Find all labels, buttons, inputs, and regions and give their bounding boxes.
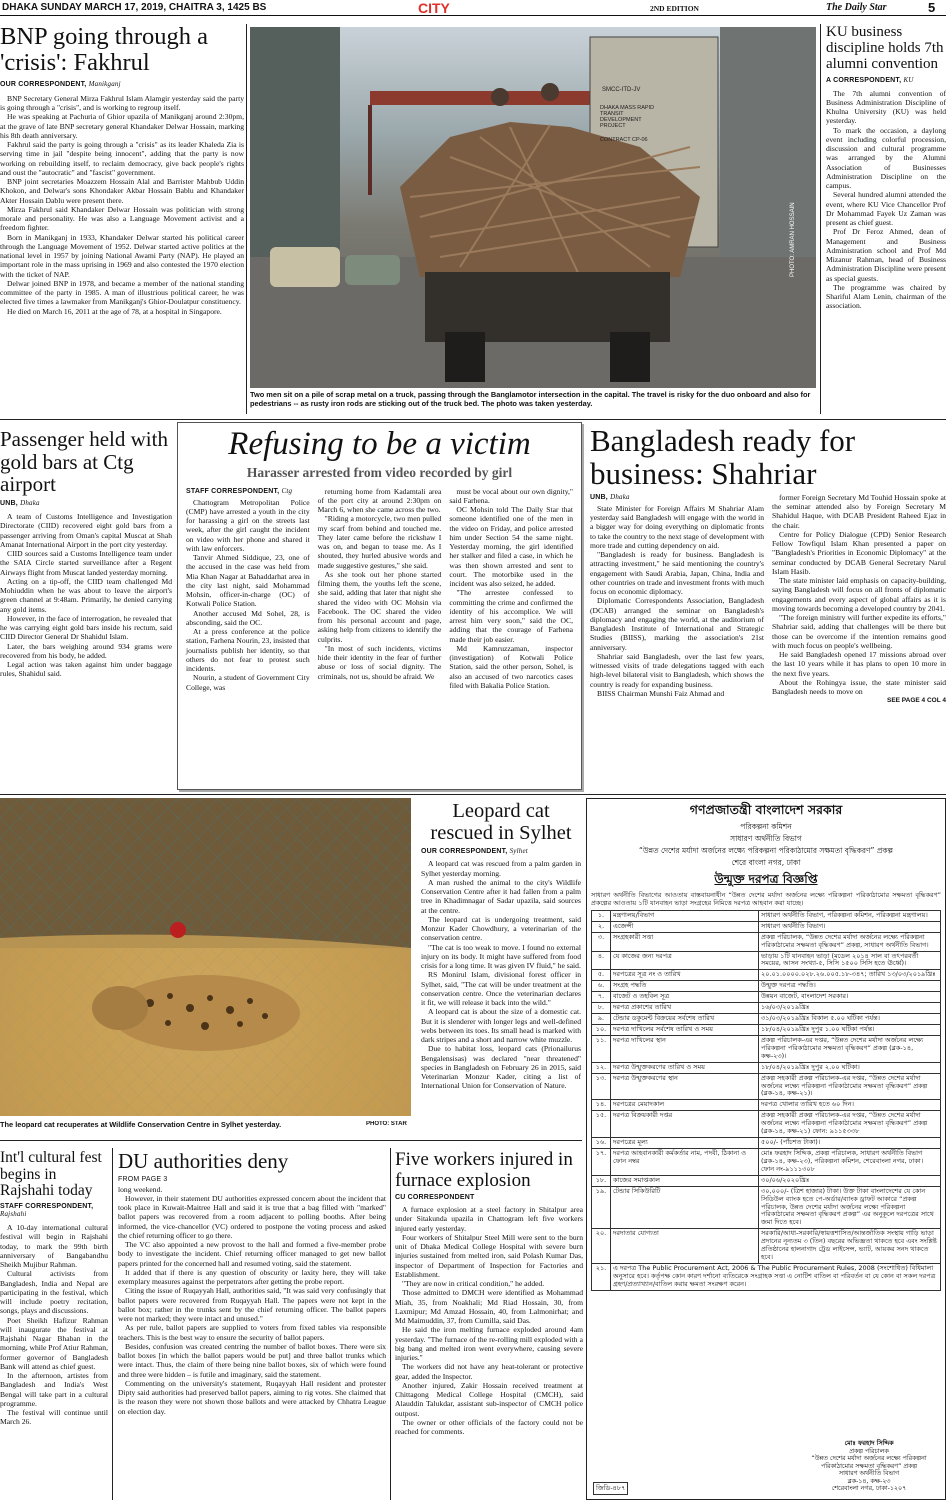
tender-row (592, 970, 941, 981)
tender-row (592, 1175, 941, 1186)
cultural-headline: Int'l cultural fest begins in Rajshahi today (0, 1150, 102, 1200)
tender-govt-title: গণপ্রজাতন্ত্রী বাংলাদেশ সরকার (689, 802, 843, 817)
tender-row-number: ১২. (592, 1062, 611, 1073)
tender-row-key: সংগ্রহকারী সত্তা (611, 932, 759, 951)
du-body: long weekend. However, in their statement DU authorities expressed concern about the incident that took place in Kuwait-Maitree Hall and said it is true that a bag filled with "marked" ballot papers was recovered from a room adjacent to polling booths. After being informed, the vice-chancellor (VC) ordered to postpone the voting process and asked the chief returning officer to go there. The VC also appointed a new provost to the hall and formed a five-member probe body to investigate the incident. Chief returning officer managed to get new ballot papers printed for the concerned hall and resumed voting, said the statement. It added that if there is any question of obscurity or laxity here, they will take exemplary measures against the perpetrators after getting the probe report. Citing the issue of Ruqayyah Hall, authorities said, "It was said very confusingly that ballot papers were recovered from Ruqayyah Hall. The papers were not kept in the ballot box; rather in the trunks sent by the chief returning officer. The ballot papers were not marked; they were intact and unused." As per rule, ballot papers are supplied to voters from fixed tables via responsible teachers. This is the best way to ensure the security of ballot papers. Besides, confusion was created centring the number of ballot boxes. There were six ballot boxes [in which the ballot papers would be put] and three ballot trunks which were intact. Thus, the claim of there being nine ballot boxes, six of which were found and three were hidden – is futile and imaginary, said the statement. Commenting on the university's statement, Ruqayyah Hall resident and protester Dipty said authorities had preserved ballot papers, aiming to rig votes. She claimed that is the reason they were not shown those ballots and were attacked by Chhatra League on election day. (118, 1184, 386, 1416)
bizready-jump: SEE PAGE 4 COL 4 (886, 697, 946, 705)
tender-row-key: এজেন্সী (611, 921, 759, 932)
tender-row-value: উন্মুক্ত দরপত্র পদ্ধতি। (759, 981, 941, 992)
ku-byline: A CORRESPONDENT, KU (826, 75, 914, 84)
gold-body: A team of Customs Intelligence and Investigation Directorate (CIID) recovered eight gold bars from a passenger arriving from Oman's capital Muscat at Shah Amanat International Airport in the port city yesterday. CIID sources said a Customs Intelligence team under the SAIA Circle started surveillance after a Regent Airways flight from Muscat landed yesterday morning. Acting on a tip-off, the CIID team challenged Md Mohiuddin when he was about to leave the airport's green channel at 9:48am. Primarily, he denied carrying any gold items. However, in the face of interrogation, he revealed that he was carrying eight gold bars inside his rectum, said CIID Director General Dr Shahidul Islam. Later, the bars weighing around 934 grams were recovered from his body, he added. Legal action was taken against him under baggage rules, Shahidul said. (0, 512, 172, 679)
victim-subhead: Harasser arrested from video recorded by girl (246, 464, 513, 480)
tender-row-value: ১৮/০৪/২০১৯খ্রিঃ দুপুর ২.০০ ঘটিকা। (759, 1062, 941, 1073)
tender-signature: মোঃ ফরহাদ সিদ্দিক প্রকল্প পরিচালক “উন্নত দেশের মর্যাদা অর্জনের লক্ষ্যে পরিকল্পনা পরিকাঠামোর সক্ষমতা বৃদ্ধিকরণ” প্রকল্প সাধারণ অর্থনীতি বিভাগ ব্লক-১৪, কক্ষ-২৩ শেরেবাংলা নগর, ঢাকা-১২০৭ (811, 1440, 927, 1493)
truck-photo (250, 27, 816, 388)
tender-commission: পরিকল্পনা কমিশন (740, 822, 792, 831)
tender-row-key: দরপত্র দাখিলের সর্বশেষ তারিখ ও সময় (611, 1024, 759, 1035)
furnace-headline: Five workers injured in furnace explosion (395, 1150, 573, 1191)
victim-col2: returning home from Kadamtali area of the port city at around 2:30pm on March 6, when she came across the two. "Riding a motorcycle, two men pulled my scarf from behind and touched me. They later came before the rickshaw I was on, and began to tease me. As I shouted, they hurled abusive words and made suggestive gestures," she said. As she took out her phone started filming them, the youths left the scene, she said, adding that later that night she shared the video with OC Mohsin via Facebook. The OC shared the video from his personal account and page, asking help from citizens to identify the culprits. "In most of such incidents, victims hide their identity in the fear of further abuse or loss of social dignity. The criminals, not us, should be afraid. We (317, 486, 442, 681)
tender-row-value: এ দরপত্র The Public Procurement Act, 2006 & The Public Procurement Rules, 2008 (সংশোধিত) বিধিমালা অনুসারে হবে। কর্তৃপক্ষ কোন কারণ দর্শানো ব্যতিরেকে সংগ্রাহক সত্তা এ নোটিশ বাতিল বা পরিবর্তন বা যে কোন বা সকল দরপত্র গ্রহণ/প্রত্যাখ্যান/বাতিল করার ক্ষমতা সংরক্ষণ করেন। (611, 1263, 941, 1290)
tender-row-number: ১৮. (592, 1175, 611, 1186)
tender-row-value: দরপত্র খোলার তারিখ হতে ৬০ দিন। (759, 1100, 941, 1111)
tender-notice-title: উন্মুক্ত দরপত্র বিজ্ঞপ্তি (714, 872, 818, 886)
tender-row-key: বাজেট ও তহবিল সূত্র (611, 992, 759, 1003)
tender-row-number: ৩. (592, 932, 611, 951)
tender-row-key: দরপত্র উন্মুক্তকরণের স্থান (611, 1073, 759, 1100)
tender-row-value: উন্নয়ন বাজেট, বাংলাদেশ সরকার। (759, 992, 941, 1003)
tender-row-value: সাধারণ অর্থনীতি বিভাগ। (759, 921, 941, 932)
tender-row-number: ২. (592, 921, 611, 932)
tender-row-value: সাধারণ অর্থনীতি বিভাগ, পরিকল্পনা কমিশন, পরিকল্পনা মন্ত্রণালয়। (759, 910, 941, 921)
gold-headline: Passenger held with gold bars at Ctg airport (0, 428, 168, 497)
tender-row-key: দরপত্র উন্মুক্তকরণের তারিখ ও সময় (611, 1062, 759, 1073)
edition-label: 2ND EDITION (650, 4, 699, 13)
bizready-col2: former Foreign Secretary Md Touhid Hossain spoke at the seminar attended also by Foreign Secretary M Shahidul Haque, with DCAB President Raheed Ejaz in the chair. Centre for Policy Dialogue (CPD) Senior Research Fellow Towfiqul Islam Khan presented a paper on "Bangladesh's Priorities in Economic Diplomacy" at the seminar conducted by DCAB General Secretary Narul Islam Hasib. The state minister laid emphasis on capacity-building, saying Bangladesh will focus on all fronts of diplomatic engagements and every aspect of global affairs as it is moving towards becoming a developed country by 2041. "The foreign ministry will further expedite its efforts," Shahriar said, adding that challenges will be there but those can be overcome if the intention remains good with much focus on people's wellbeing. He said Bangladesh opened 17 missions abroad over the last 10 years while it has plans to open 10 more in the next five years. About the Rohingya issue, the state minister said Bangladesh needs to move on SEE PAGE 4 COL 4 (772, 492, 946, 705)
sign-label-2: DHAKA MASS RAPID TRANSIT DEVELOPMENT PROJECT (600, 105, 655, 129)
bizready-col1: UNB, Dhaka State Minister for Foreign Affairs M Shahriar Alam yesterday said Bangladesh will engage with the world in a bigger way for doing everything on diplomatic fronts to take the country to the next stage of development with more trade and cutting dependency on aid. "Bangladesh is ready for business. Bangladesh is attracting investment," he said mentioning the country's engagement with Saudi Arabia, Japan, China, India and other countries on trade and investment fronts with much focus on economic diplomacy. Diplomatic Correspondents Association, Bangladesh (DCAB) arranged the seminar on Bangladesh's diplomacy and engaging the world, at the auditorium of Bangladesh Institute of International and Strategic Studies (BIISS), marking the association's 21st anniversary. Shahriar said Bangladesh, over the last few years, witnessed visits of trade delegations tagged with each high-level bilateral visit to Bangladesh, which shows the country is ready for expanding business. BIISS Chairman Munshi Faiz Ahmad and (590, 492, 764, 698)
tender-row-value: প্রকল্প সহকারী প্রকল্প পরিচালক-এর দপ্তর, “উন্নত দেশের মর্যাদা অর্জনের লক্ষ্যে পরিকল্পনা পরিকাঠামোর সক্ষমতা বৃদ্ধিকরণ” প্রকল্প (ব্লক-১৪, কক্ষ-২১)। (759, 1073, 941, 1100)
tender-row (592, 1186, 941, 1229)
bizready-byline: UNB, Dhaka (590, 492, 630, 501)
tender-table (591, 910, 941, 1291)
tender-row (592, 1062, 941, 1073)
victim-col3: must be vocal about our own dignity," said Farhena. OC Mohsin told The Daily Star that someone identified one of the men in the video on Friday, and police arrested him under Section 54 the same night. Yesterday morning, the girl identified her stalker and filed a case, in which he was then shown arrested and sent to court. The motorbike used in the incident was also seized, he added. "The arrestee confessed to committing the crime and confirmed the identity of his accomplice. We will arrest him very soon," said the OC, adding that the courage of Farhena made their job easier. Md Kamruzzaman, inspector (investigation) of Kotwali Police Station, said the other person, Sohel, is also an accused of two narcotics cases filed with Bakalia Police Station. (449, 486, 574, 690)
furnace-byline: CU CORRESPONDENT (395, 1194, 475, 1202)
cultural-byline: STAFF CORRESPONDENT, Rajshahi (0, 1203, 94, 1219)
tender-row (592, 1111, 941, 1138)
tender-row-number: ৪. (592, 951, 611, 970)
tender-row-number: ৫. (592, 970, 611, 981)
bnp-byline: OUR CORRESPONDENT, Manikganj (0, 79, 121, 88)
tender-row-number: ২১. (592, 1263, 611, 1290)
tender-row-value: মোঃ ফরহাদ সিদ্দিক, প্রকল্প পরিচালক, সাধারণ অর্থনীতি বিভাগ (ব্লক-১৪, কক্ষ-২৩), পরিকল্পনা কমিশন, শেরেবাংলা নগর, ঢাকা। ফোন নং-৯১১১৩০৮ (759, 1148, 941, 1175)
tender-row-number: ৭. (592, 992, 611, 1003)
masthead-date: DHAKA SUNDAY MARCH 17, 2019, CHAITRA 3, 1425 BS (2, 2, 267, 13)
tender-row-number: ৯. (592, 1014, 611, 1025)
masthead (0, 0, 946, 16)
tender-row-number: ১৯. (592, 1186, 611, 1229)
tender-row (592, 910, 941, 921)
tender-row-number: ১৭. (592, 1148, 611, 1175)
bizready-article (590, 424, 946, 790)
furnace-body: A furnace explosion at a steel factory in Shitalpur area under Sitakunda upazila in Chattogram left five workers injured early yesterday. Four workers of Shitalpur Steel Mill were sent to the burn unit of Dhaka Medical College Hospital with severe burn injuries sustained from melted iron, said Polash Kumar Das, inspector of Department of Inspection for Factories and Establishment. "They are now in critical condition," he added. Those admitted to DMCH were identified as Mohammad Miah, 35, from Noakhali; Md Riad Hossain, 30, from Laxmipur; Md Amzad Hossain, 40, from Lalmonirhat; and Md Maimuddin, 37, from Cumilla, said Das. He said the iron melting furnace exploded around 4am yesterday. "The furnace of the re-rolling mill exploded with a big bang and melted iron went everywhere, causing severe injuries." The workers did not have any heat-tolerant or protective gear, added the Inspector. Another injured, Zakir Hossain received treatment at Chittagong Medical College Hospital (CMCH), said Alauddin Talukdar, assistant sub-inspector of CMCH police outpost. The owner or other officials of the factory could not be reached for comments. (395, 1205, 583, 1437)
tender-address: শেরে বাংলা নগর, ঢাকা (731, 858, 801, 867)
tender-row-value: ১৮/০৪/২০১৯খ্রিঃ দুপুর ১.০০ ঘটিকা পর্যন্ত। (759, 1024, 941, 1035)
bnp-headline: BNP going through a 'crisis': Fakhrul (0, 24, 209, 77)
victim-byline: STAFF CORRESPONDENT, Ctg (186, 486, 293, 495)
victim-headline: Refusing to be a victim (228, 426, 531, 462)
truck-photo-credit: PHOTO: AMRAN HOSSAIN (790, 202, 796, 277)
tender-row-key: দরপত্রের মেয়াদকাল (611, 1100, 759, 1111)
tender-row-key: দরপত্র দাখিলের স্থান (611, 1035, 759, 1062)
du-article (118, 1150, 386, 1500)
tender-row (592, 1073, 941, 1100)
tender-row-key: যে কাজের জন্য দরপত্র (611, 951, 759, 970)
tender-row-value: প্রকল্প পরিচালক, “উন্নত দেশের মর্যাদা অর্জনের লক্ষ্যে পরিকল্পনা পরিকাঠামোর সক্ষমতা বৃদ্ধিকরণ” প্রকল্প, সাধারণ অর্থনীতি বিভাগ। (759, 932, 941, 951)
tender-row (592, 1014, 941, 1025)
tender-row-number: ১৬. (592, 1138, 611, 1149)
sign-label-3: CONTRACT CP-06 (600, 137, 648, 143)
cultural-article (0, 1150, 108, 1500)
tender-row-key: টেন্ডার সিকিউরিটি (611, 1186, 759, 1229)
leopard-byline: OUR CORRESPONDENT, Sylhet (421, 847, 528, 856)
tender-row-value: ৩১/০৩/২০১৯খ্রিঃ বিকাল ৫.০০ ঘটিকা পর্যন্ত। (759, 1014, 941, 1025)
tender-row-number: ১৪. (592, 1100, 611, 1111)
tender-row (592, 1035, 941, 1062)
truck-scene-svg (250, 27, 816, 388)
tender-row (592, 1024, 941, 1035)
tender-row (592, 1138, 941, 1149)
tender-row-value: প্রকল্প সহকারী প্রকল্প পরিচালক-এর দপ্তর, “উন্নত দেশের মর্যাদা অর্জনের লক্ষ্যে পরিকল্পনা পরিকাঠামোর সক্ষমতা বৃদ্ধিকরণ” প্রকল্প (ব্লক-১৪, কক্ষ-২১) ফোন: ৯১১৫৩৩৮ (759, 1111, 941, 1138)
furnace-article (395, 1150, 583, 1500)
tender-row-number: ১০. (592, 1024, 611, 1035)
tender-row-key: দরপত্র বিক্রয়কারী দপ্তর (611, 1111, 759, 1138)
tender-row (592, 1229, 941, 1264)
tender-notice (586, 798, 946, 1500)
leopard-scene-svg (0, 798, 411, 1116)
tender-project: “উন্নত দেশের মর্যাদা অর্জনের লক্ষ্যে পরিকল্পনা পরিকাঠামোর সক্ষমতা বৃদ্ধিকরণ” প্রকল্প (639, 846, 893, 855)
tender-row-value: ৫০০/- (পাঁচশত টাকা)। (759, 1138, 941, 1149)
tender-row (592, 992, 941, 1003)
ku-headline: KU business discipline holds 7th alumni convention (826, 24, 944, 73)
tender-row-key: সংগ্রহ পদ্ধতি (611, 981, 759, 992)
section-label: CITY (418, 0, 450, 16)
tender-row-key: দরপত্রের মূল্য (611, 1138, 759, 1149)
paper-logo: The Daily Star (826, 2, 887, 13)
tender-row-key: কাজের সমাপ্তকাল (611, 1175, 759, 1186)
leopard-headline: Leopard cat rescued in Sylhet (430, 800, 572, 845)
tender-division: সাধারণ অর্থনীতি বিভাগ (730, 834, 802, 843)
tender-row (592, 1003, 941, 1014)
page-number: 5 (928, 0, 936, 15)
bnp-article (0, 24, 244, 416)
tender-row (592, 1100, 941, 1111)
victim-article (177, 422, 582, 790)
tender-row-key: দরদাতার যোগ্যতা (611, 1229, 759, 1264)
victim-col1: STAFF CORRESPONDENT, Ctg Chattogram Metropolitan Police (CMP) have arrested a youth in the city for harassing a girl on the streets last week, after the girl caught the incident on video with her phone and shared it with law enforcers. Tanvir Ahmed Siddique, 23, one of the accused in the case was held from Mia Khan Nagar at Bahaddarhat area in the city last night, said Mohammad Mohsin, officer-in-charge (OC) of Kotwali Police Station. Another accused Md Sohel, 28, is absconding, said the OC. At a press conference at the police station, Farhena Nourin, 23, insisted that journalists publish her identity, so that others do not fear to protest such incidents. Nourin, a student of Government City College, was (186, 486, 310, 692)
leopard-body: A leopard cat was rescued from a palm garden in Sylhet yesterday morning. A man rushed the animal to the city's Wildlife Conservation Centre after it had fallen from a palm tree in Khadimnagar of Sadar upazila, said sources at the centre. The leopard cat is undergoing treatment, said Monzur Kader Chowdhury, a veterinarian of the conservation centre. "The cat is too weak to move. I found no external injury on its body. It might have suffered from food crisis for a long time. It was given IV fluid," he said. RS Monirul Islam, divisional forest officer in Sylhet, said, "The cat will be under treatment at the conservation centre. Once the veterinarian declares it fit, we will release it back into the wild." A leopard cat is about the size of a domestic cat. But it is slenderer with longer legs and well-defined webs between its toes. Its small head is marked with dark stripes and a short and narrow white muzzle. Due to habitat loss, leopard cats (Prionailurus Bengalensisas) was declared "near threatened" species in Bangladesh on February 26 in 2015, said Veterinarian Monzur Kader, citing a list of International Union for Conservation of Nature. (421, 859, 581, 1091)
tender-row (592, 981, 941, 992)
tender-intro: সাধারণ অর্থনীতি বিভাগের আওতায় বাস্তবায়নাধীন “উন্নত দেশের মর্যাদা অর্জনের লক্ষ্যে পরিকল্পনা পরিকাঠামোর সক্ষমতা বৃদ্ধিকরণ” প্রকল্পের আওতায় ১টি যানবাহন ভাড়া সংগ্রহের নিমিত্তে দরপত্র আহবান করা যাচ্ছে। (591, 891, 941, 907)
tender-row-key: মন্ত্রণালয়/বিভাগ (611, 910, 759, 921)
leopard-photo (0, 798, 411, 1116)
du-from: FROM PAGE 3 (118, 1175, 168, 1183)
tender-row-key: দরপত্রের সূত্র নং ও তারিখ (611, 970, 759, 981)
gold-article (0, 428, 172, 790)
tender-row-key: দরপত্র আহবানকারী কর্মকর্তার নাম, পদবী, ঠিকানা ও ফোন নম্বর (611, 1148, 759, 1175)
tender-row-value: সরকারি/আধা-সরকারি/স্বায়ত্তশাসিত/আন্তর্জাতিক সংস্থায় গাড়ি ভাড়া প্রদানের নূন্যতম ৩ (তিন) বছরের অভিজ্ঞতা থাকতে হবে এবং সংশ্লিষ্ট প্রতিষ্ঠানের হালনাগাদ ট্রেড লাইসেন্স, ভ্যাট, আয়কর সনদ থাকতে হবে। (759, 1229, 941, 1264)
tender-row-key: দরপত্র প্রকাশের তারিখ (611, 1003, 759, 1014)
bizready-headline: Bangladesh ready for business: Shahriar (590, 424, 856, 492)
tender-row-value: ৩০/০৬/২০২০খ্রিঃ (759, 1175, 941, 1186)
tender-row-number: ২০. (592, 1229, 611, 1264)
leopard-credit: PHOTO: STAR (366, 1121, 407, 1127)
truck-caption: Two men sit on a pile of scrap metal on a truck, passing through the Banglamotor intersection in the capital. The travel is risky for the duo onboard and also for pedestrians -- as rusty iron rods are sticking out of the truck bed. The photo was taken yesterday. (250, 390, 811, 409)
gold-byline: UNB, Dhaka (0, 499, 40, 508)
du-headline: DU authorities deny (118, 1150, 289, 1173)
tender-code: জিডি-৪৮৭ (593, 1482, 628, 1495)
ku-article (826, 24, 946, 416)
tender-row-number: ১. (592, 910, 611, 921)
tender-row (592, 932, 941, 951)
tender-row (592, 1263, 941, 1290)
tender-row-number: ১১. (592, 1035, 611, 1062)
tender-row-number: ১৩. (592, 1073, 611, 1100)
tender-row-number: ৬. (592, 981, 611, 992)
leopard-caption: The leopard cat recuperates at Wildlife Conservation Centre in Sylhet yesterday. (0, 1120, 282, 1129)
tender-row (592, 1148, 941, 1175)
tender-row (592, 951, 941, 970)
tender-row-number: ১৫. (592, 1111, 611, 1138)
tender-row-value: প্রকল্প পরিচালক-এর দপ্তর, “উন্নত দেশের মর্যাদা অর্জনের লক্ষ্যে পরিকল্পনা পরিকাঠামোর সক্ষমতা বৃদ্ধিকরণ” প্রকল্প (ব্লক-১৪, কক্ষ-২৩)। (759, 1035, 941, 1062)
tender-row (592, 921, 941, 932)
tender-row-number: ৮. (592, 1003, 611, 1014)
cultural-body: A 10-day international cultural festival will begin in Rajshahi today, to mark the 99th birth anniversary of Bangabandhu Sheikh Mujibur Rahman. Cultural activists from Bangladesh, India and Nepal are participating in the festival, which will include poetry recitation, songs, plays and discussions. Poet Sheikh Hafizur Rahman will inaugurate the festival at Rajshahi Nagar Bhaban in the morning, while Prof Atiur Rahman, former governor of Bangladesh Bank will attend as chief guest. In the afternoon, artistes from Bangladesh and India's West Bengal will take part in a cultural programme. The festival will continue until March 26. (0, 1223, 108, 1427)
tender-row-key: টেন্ডার ডকুমেন্ট বিক্রয়ের সর্বশেষ তারিখ (611, 1014, 759, 1025)
tender-row-value: ১৬/০৩/২০১৯খ্রিঃ (759, 1003, 941, 1014)
tender-row-value: ২০.০১.০০০০.০২৮.২৬.০০৫.১৮-৩৪৭; তারিখ ১৩/০৩/২০১৯খ্রিঃ (759, 970, 941, 981)
leopard-article (421, 800, 581, 1135)
tender-row-value: ভাড়ায় ১টি যানবাহন ভাড়া (মডেল ২০১৪ সাল বা তৎপরবর্তী সময়ের, আসন সংখ্যা-৫, সিসি ১৫০০ সিসি হতে ঊর্ধ্বে)। (759, 951, 941, 970)
tender-row-value: ৩০,০০০/- (ত্রিশ হাজার) টাকা। উক্ত টাকা বাংলাদেশের যে কোন সিডিউল ব্যাংক হতে পে-অর্ডার/ব্যাংক ড্রাফট আকারে “প্রকল্প পরিচালক, উন্নত দেশের মর্যাদা অর্জনের লক্ষ্যে পরিকল্পনা পরিকাঠামোর সক্ষমতা বৃদ্ধিকরণ প্রকল্প” এর অনুকূলে দরপত্রের সাথে জমা দিতে হবে। (759, 1186, 941, 1229)
bnp-body: BNP Secretary General Mirza Fakhrul Islam Alamgir yesterday said the party is going through a "crisis", and is working to regroup itself. He was speaking at Pachuria of Ghior upazila of Manikganj around 2:30pm, at the grave of late BNP secretary general Khandaker Delwar Hossain, marking his 8th death anniversary. Fakhrul said the party is going through a "crisis" as its leader Khaleda Zia is serving time in jail "despite being innocent", adding that the party is now working on rebuilding itself, to reclaim democracy, give back people's rights and oust the "autocratic" and "fascist" government. BNP joint secretaries Moazzem Hossain Alal and Barrister Mahbub Uddin Khokon, and Delwar's sons Khondaker Akbar Hossain Bablu and Khandaker Akter Hossain Dablu were present there. Mirza Fakhrul said Khandaker Delwar Hossain was politician with strong morale and personality. He was also a Language Movement activist and a freedom fighter. Born in Manikganj in 1933, Khandaker Delwar started his political career through the Language Movement of 1952. Delwar started active politics at the national level in 1957 by joining National Awami Party (NAP). He played an important role in the mass uprising in 1969 and also contested the 1970 election with the ticket of NAP. Delwar joined BNP in 1978, and became a member of the national standing committee of the party in 1985. A man of illustrious political career, he was elected five times a lawmaker from Manikganj's Ghior-Doulatpur constituency. He died on March 16, 2011 at the age of 78, at a hospital in Singapore. (0, 93, 244, 316)
ku-body: The 7th alumni convention of Business Administration Discipline of Khulna University (KU) was held yesterday. To mark the occasion, a daylong event including colorful procession, discussion and cultural programme was arranged by the Alumni Association of Businesses Administration Discipline on the campus. Several hundred alumni attended the event, where KU Vice Chancellor Prof Dr Mohammad Fayek Uz Zaman was present as chief guest. Prof Dr Feroz Ahmed, dean of Management and Business Administration school and Prof Md Mizanur Rahman, head of Business Administration Discipline were present as special guests. The programme was chaired by Shariful Alam Lenin, chairman of the association. (826, 88, 946, 311)
sign-label-1: SMCC-ITD-JV (602, 87, 641, 93)
